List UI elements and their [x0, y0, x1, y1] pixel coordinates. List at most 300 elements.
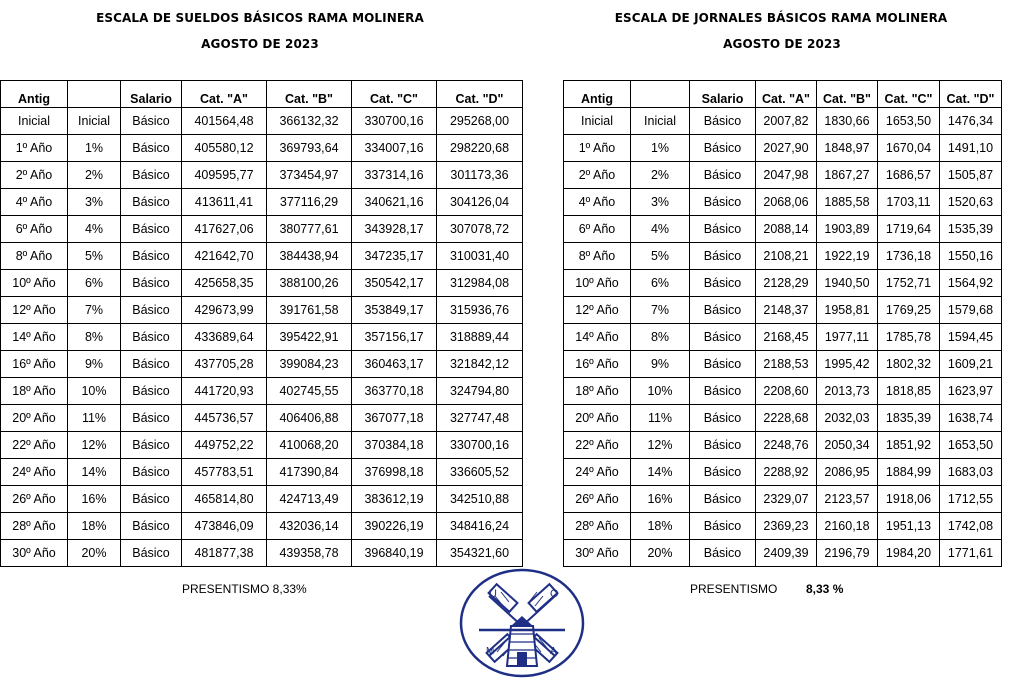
- cell-cat-b: 373454,97: [267, 162, 352, 189]
- cell-antig: 18º Año: [564, 378, 631, 405]
- cell-antig: 14º Año: [1, 324, 68, 351]
- cell-cat-a: 2168,45: [756, 324, 817, 351]
- jornales-table: [563, 80, 1002, 567]
- table-row: [564, 405, 1002, 432]
- cell-antig: 20º Año: [564, 405, 631, 432]
- cell-cat-b: 395422,91: [267, 324, 352, 351]
- cell-antig: 1º Año: [564, 135, 631, 162]
- cell-antig: 6º Año: [564, 216, 631, 243]
- cell-pct: 7%: [68, 297, 121, 324]
- cell-cat-c: 1785,78: [878, 324, 940, 351]
- cell-salario: Básico: [121, 324, 182, 351]
- cell-cat-d: 342510,88: [437, 486, 523, 513]
- table-row: [564, 513, 1002, 540]
- cell-cat-c: 1802,32: [878, 351, 940, 378]
- table-row: [1, 432, 523, 459]
- cell-pct: 6%: [631, 270, 690, 297]
- table-row: [1, 459, 523, 486]
- cell-cat-b: 2160,18: [817, 513, 878, 540]
- cell-pct: 14%: [68, 459, 121, 486]
- cell-cat-d: 1638,74: [940, 405, 1002, 432]
- cell-antig: 24º Año: [564, 459, 631, 486]
- cell-pct: 1%: [631, 135, 690, 162]
- cell-antig: 8º Año: [1, 243, 68, 270]
- cell-cat-c: 1769,25: [878, 297, 940, 324]
- right-presentismo-value: 8,33 %: [806, 582, 844, 596]
- cell-cat-b: 377116,29: [267, 189, 352, 216]
- table-header-row: [1, 81, 523, 108]
- right-subtitle: AGOSTO DE 2023: [723, 37, 841, 51]
- cell-salario: Básico: [121, 351, 182, 378]
- cell-cat-d: 1564,92: [940, 270, 1002, 297]
- cell-cat-c: 340621,16: [352, 189, 437, 216]
- cell-cat-d: 336605,52: [437, 459, 523, 486]
- cell-cat-a: 2068,06: [756, 189, 817, 216]
- cell-pct: 20%: [631, 540, 690, 567]
- cell-salario: Básico: [121, 216, 182, 243]
- cell-antig: Inicial: [1, 108, 68, 135]
- cell-pct: 18%: [631, 513, 690, 540]
- cell-pct: 12%: [631, 432, 690, 459]
- cell-cat-d: 1594,45: [940, 324, 1002, 351]
- table-row: [564, 270, 1002, 297]
- cell-pct: 3%: [631, 189, 690, 216]
- cell-cat-a: 2369,23: [756, 513, 817, 540]
- cell-salario: Básico: [121, 405, 182, 432]
- windmill-door: [517, 652, 527, 666]
- cell-cat-a: 2409,39: [756, 540, 817, 567]
- cell-cat-b: 399084,23: [267, 351, 352, 378]
- cell-cat-b: 1885,58: [817, 189, 878, 216]
- cell-salario: Básico: [690, 540, 756, 567]
- cell-cat-a: 401564,48: [182, 108, 267, 135]
- cell-antig: 4º Año: [564, 189, 631, 216]
- cell-pct: 7%: [631, 297, 690, 324]
- cell-cat-b: 1848,97: [817, 135, 878, 162]
- table-row: [564, 324, 1002, 351]
- cell-pct: 16%: [68, 486, 121, 513]
- cell-salario: Básico: [690, 108, 756, 135]
- cell-antig: 16º Año: [564, 351, 631, 378]
- cell-pct: 14%: [631, 459, 690, 486]
- cell-cat-b: 410068,20: [267, 432, 352, 459]
- cell-cat-d: 1683,03: [940, 459, 1002, 486]
- cell-cat-c: 330700,16: [352, 108, 437, 135]
- cell-cat-b: 391761,58: [267, 297, 352, 324]
- cell-cat-a: 441720,93: [182, 378, 267, 405]
- cell-cat-d: 1771,61: [940, 540, 1002, 567]
- cell-cat-c: 1736,18: [878, 243, 940, 270]
- cell-cat-c: 360463,17: [352, 351, 437, 378]
- cell-cat-b: 406406,88: [267, 405, 352, 432]
- cell-salario: Básico: [690, 405, 756, 432]
- cell-cat-a: 425658,35: [182, 270, 267, 297]
- cell-cat-c: 1703,11: [878, 189, 940, 216]
- cell-salario: Básico: [690, 216, 756, 243]
- cell-cat-b: 1830,66: [817, 108, 878, 135]
- cell-antig: 22º Año: [564, 432, 631, 459]
- table-row: [564, 378, 1002, 405]
- cell-cat-d: 307078,72: [437, 216, 523, 243]
- cell-cat-d: 312984,08: [437, 270, 523, 297]
- cell-cat-d: 315936,76: [437, 297, 523, 324]
- cell-cat-b: 2196,79: [817, 540, 878, 567]
- cell-cat-a: 2288,92: [756, 459, 817, 486]
- cell-cat-c: 363770,18: [352, 378, 437, 405]
- cell-salario: Básico: [690, 378, 756, 405]
- header-pct: [68, 81, 121, 108]
- cell-cat-c: 1984,20: [878, 540, 940, 567]
- cell-salario: Básico: [690, 351, 756, 378]
- cell-antig: 22º Año: [1, 432, 68, 459]
- cell-cat-a: 457783,51: [182, 459, 267, 486]
- table-header-row: [564, 81, 1002, 108]
- cell-salario: Básico: [121, 108, 182, 135]
- cell-antig: 14º Año: [564, 324, 631, 351]
- cell-cat-b: 417390,84: [267, 459, 352, 486]
- table-row: [1, 270, 523, 297]
- logo-letter-m: M: [486, 646, 495, 657]
- right-presentismo-label: PRESENTISMO: [690, 582, 778, 596]
- cell-cat-d: 1653,50: [940, 432, 1002, 459]
- cell-cat-c: 1653,50: [878, 108, 940, 135]
- cell-cat-b: 432036,14: [267, 513, 352, 540]
- header-antig: Antig: [564, 81, 631, 108]
- cell-antig: 2º Año: [564, 162, 631, 189]
- cell-cat-b: 1867,27: [817, 162, 878, 189]
- cell-pct: 8%: [631, 324, 690, 351]
- cell-cat-d: 295268,00: [437, 108, 523, 135]
- cell-salario: Básico: [690, 513, 756, 540]
- cell-cat-c: 347235,17: [352, 243, 437, 270]
- cell-cat-d: 1520,63: [940, 189, 1002, 216]
- cell-pct: 4%: [631, 216, 690, 243]
- cell-cat-b: 2032,03: [817, 405, 878, 432]
- cell-salario: Básico: [690, 297, 756, 324]
- cell-cat-b: 366132,32: [267, 108, 352, 135]
- cell-cat-b: 1903,89: [817, 216, 878, 243]
- cell-antig: 8º Año: [564, 243, 631, 270]
- cell-cat-c: 1884,99: [878, 459, 940, 486]
- cell-cat-b: 1977,11: [817, 324, 878, 351]
- cell-cat-d: 1742,08: [940, 513, 1002, 540]
- cell-antig: 10º Año: [1, 270, 68, 297]
- cell-antig: Inicial: [564, 108, 631, 135]
- table-row: [564, 243, 1002, 270]
- table-row: [1, 297, 523, 324]
- header-cat-c: Cat. "C": [878, 81, 940, 108]
- table-row: [1, 513, 523, 540]
- cell-cat-c: 367077,18: [352, 405, 437, 432]
- cell-pct: 6%: [68, 270, 121, 297]
- cell-cat-c: 390226,19: [352, 513, 437, 540]
- cell-cat-c: 376998,18: [352, 459, 437, 486]
- cell-cat-d: 304126,04: [437, 189, 523, 216]
- cell-salario: Básico: [121, 189, 182, 216]
- cell-pct: 1%: [68, 135, 121, 162]
- table-row: [1, 189, 523, 216]
- cell-cat-a: 445736,57: [182, 405, 267, 432]
- cell-cat-d: 298220,68: [437, 135, 523, 162]
- cell-antig: 2º Año: [1, 162, 68, 189]
- cell-cat-a: 2088,14: [756, 216, 817, 243]
- table-row: [1, 108, 523, 135]
- cell-salario: Básico: [121, 540, 182, 567]
- cell-antig: 6º Año: [1, 216, 68, 243]
- cell-cat-c: 1670,04: [878, 135, 940, 162]
- table-row: [1, 486, 523, 513]
- table-row: [564, 297, 1002, 324]
- cell-pct: 5%: [631, 243, 690, 270]
- cell-salario: Básico: [121, 486, 182, 513]
- cell-salario: Básico: [121, 135, 182, 162]
- cell-cat-c: 1752,71: [878, 270, 940, 297]
- cell-cat-a: 449752,22: [182, 432, 267, 459]
- cell-cat-b: 1958,81: [817, 297, 878, 324]
- cell-cat-c: 1851,92: [878, 432, 940, 459]
- cell-cat-d: 318889,44: [437, 324, 523, 351]
- cell-pct: 3%: [68, 189, 121, 216]
- cell-pct: Inicial: [631, 108, 690, 135]
- cell-cat-d: 1623,97: [940, 378, 1002, 405]
- cell-cat-a: 481877,38: [182, 540, 267, 567]
- header-cat-d: Cat. "D": [940, 81, 1002, 108]
- cell-cat-a: 437705,28: [182, 351, 267, 378]
- cell-pct: 2%: [631, 162, 690, 189]
- header-pct: [631, 81, 690, 108]
- cell-pct: 11%: [631, 405, 690, 432]
- logo-letter-u: U: [489, 588, 497, 600]
- cell-cat-a: 405580,12: [182, 135, 267, 162]
- cell-cat-d: 330700,16: [437, 432, 523, 459]
- table-row: [564, 189, 1002, 216]
- cell-cat-b: 2123,57: [817, 486, 878, 513]
- cell-salario: Básico: [121, 432, 182, 459]
- cell-salario: Básico: [690, 189, 756, 216]
- cell-pct: 11%: [68, 405, 121, 432]
- cell-cat-b: 439358,78: [267, 540, 352, 567]
- left-presentismo: PRESENTISMO 8,33%: [182, 582, 307, 596]
- cell-salario: Básico: [121, 378, 182, 405]
- table-row: [1, 378, 523, 405]
- cell-salario: Básico: [121, 243, 182, 270]
- cell-cat-a: 429673,99: [182, 297, 267, 324]
- cell-antig: 30º Año: [1, 540, 68, 567]
- cell-antig: 28º Año: [1, 513, 68, 540]
- table-row: [1, 216, 523, 243]
- cell-cat-a: 2329,07: [756, 486, 817, 513]
- cell-cat-b: 1995,42: [817, 351, 878, 378]
- cell-pct: Inicial: [68, 108, 121, 135]
- cell-cat-a: 2027,90: [756, 135, 817, 162]
- cell-cat-a: 2248,76: [756, 432, 817, 459]
- cell-salario: Básico: [690, 324, 756, 351]
- header-cat-d: Cat. "D": [437, 81, 523, 108]
- cell-antig: 4º Año: [1, 189, 68, 216]
- cell-salario: Básico: [690, 270, 756, 297]
- cell-cat-a: 465814,80: [182, 486, 267, 513]
- cell-pct: 16%: [631, 486, 690, 513]
- table-row: [564, 540, 1002, 567]
- table-row: [1, 324, 523, 351]
- cell-cat-c: 1835,39: [878, 405, 940, 432]
- cell-cat-a: 2047,98: [756, 162, 817, 189]
- cell-salario: Básico: [690, 486, 756, 513]
- cell-cat-a: 2128,29: [756, 270, 817, 297]
- table-row: [564, 135, 1002, 162]
- cell-cat-c: 334007,16: [352, 135, 437, 162]
- cell-cat-d: 1535,39: [940, 216, 1002, 243]
- logo-letter-a: A: [550, 646, 557, 657]
- cell-salario: Básico: [121, 513, 182, 540]
- cell-salario: Básico: [690, 162, 756, 189]
- cell-cat-c: 1951,13: [878, 513, 940, 540]
- table-row: [1, 243, 523, 270]
- cell-cat-b: 424713,49: [267, 486, 352, 513]
- cell-cat-d: 1712,55: [940, 486, 1002, 513]
- logo-letter-o: O: [550, 588, 559, 600]
- cell-pct: 10%: [631, 378, 690, 405]
- cell-pct: 20%: [68, 540, 121, 567]
- table-row: [564, 351, 1002, 378]
- cell-pct: 2%: [68, 162, 121, 189]
- header-salario: Salario: [121, 81, 182, 108]
- header-cat-b: Cat. "B": [267, 81, 352, 108]
- cell-cat-d: 324794,80: [437, 378, 523, 405]
- cell-antig: 24º Año: [1, 459, 68, 486]
- cell-pct: 18%: [68, 513, 121, 540]
- cell-cat-b: 2013,73: [817, 378, 878, 405]
- table-row: [564, 162, 1002, 189]
- table-row: [1, 135, 523, 162]
- cell-cat-c: 1818,85: [878, 378, 940, 405]
- cell-cat-c: 396840,19: [352, 540, 437, 567]
- cell-cat-d: 1550,16: [940, 243, 1002, 270]
- header-cat-c: Cat. "C": [352, 81, 437, 108]
- cell-cat-b: 1940,50: [817, 270, 878, 297]
- cell-antig: 18º Año: [1, 378, 68, 405]
- cell-cat-a: 433689,64: [182, 324, 267, 351]
- cell-cat-d: 1476,34: [940, 108, 1002, 135]
- cell-antig: 28º Año: [564, 513, 631, 540]
- table-row: [564, 486, 1002, 513]
- cell-antig: 12º Año: [1, 297, 68, 324]
- cell-cat-b: 384438,94: [267, 243, 352, 270]
- table-row: [1, 540, 523, 567]
- cell-salario: Básico: [121, 162, 182, 189]
- header-cat-b: Cat. "B": [817, 81, 878, 108]
- cell-salario: Básico: [690, 243, 756, 270]
- table-row: [564, 216, 1002, 243]
- cell-cat-b: 1922,19: [817, 243, 878, 270]
- cell-cat-b: 402745,55: [267, 378, 352, 405]
- cell-cat-c: 1918,06: [878, 486, 940, 513]
- cell-pct: 9%: [631, 351, 690, 378]
- cell-cat-c: 1686,57: [878, 162, 940, 189]
- cell-antig: 20º Año: [1, 405, 68, 432]
- cell-cat-d: 354321,60: [437, 540, 523, 567]
- cell-salario: Básico: [690, 432, 756, 459]
- cell-antig: 12º Año: [564, 297, 631, 324]
- sueldos-table: [0, 80, 523, 567]
- cell-cat-c: 1719,64: [878, 216, 940, 243]
- cell-cat-c: 383612,19: [352, 486, 437, 513]
- left-subtitle: AGOSTO DE 2023: [201, 37, 319, 51]
- cell-cat-c: 357156,17: [352, 324, 437, 351]
- cell-cat-c: 350542,17: [352, 270, 437, 297]
- cell-cat-a: 421642,70: [182, 243, 267, 270]
- cell-cat-d: 301173,36: [437, 162, 523, 189]
- cell-cat-d: 1505,87: [940, 162, 1002, 189]
- header-antig: Antig: [1, 81, 68, 108]
- header-salario: Salario: [690, 81, 756, 108]
- cell-salario: Básico: [121, 297, 182, 324]
- cell-antig: 1º Año: [1, 135, 68, 162]
- cell-antig: 10º Año: [564, 270, 631, 297]
- cell-cat-d: 1579,68: [940, 297, 1002, 324]
- cell-pct: 9%: [68, 351, 121, 378]
- cell-cat-c: 353849,17: [352, 297, 437, 324]
- cell-antig: 26º Año: [1, 486, 68, 513]
- table-row: [564, 108, 1002, 135]
- cell-pct: 4%: [68, 216, 121, 243]
- cell-pct: 5%: [68, 243, 121, 270]
- cell-salario: Básico: [690, 135, 756, 162]
- cell-cat-a: 417627,06: [182, 216, 267, 243]
- cell-cat-a: 2188,53: [756, 351, 817, 378]
- cell-cat-d: 1491,10: [940, 135, 1002, 162]
- cell-cat-d: 348416,24: [437, 513, 523, 540]
- left-title: ESCALA DE SUELDOS BÁSICOS RAMA MOLINERA: [96, 11, 424, 25]
- cell-salario: Básico: [690, 459, 756, 486]
- cell-cat-d: 1609,21: [940, 351, 1002, 378]
- cell-pct: 12%: [68, 432, 121, 459]
- cell-antig: 26º Año: [564, 486, 631, 513]
- cell-antig: 30º Año: [564, 540, 631, 567]
- cell-cat-b: 2050,34: [817, 432, 878, 459]
- table-row: [564, 459, 1002, 486]
- cell-cat-a: 2148,37: [756, 297, 817, 324]
- cell-cat-d: 310031,40: [437, 243, 523, 270]
- table-row: [1, 405, 523, 432]
- cell-cat-a: 2208,60: [756, 378, 817, 405]
- right-title: ESCALA DE JORNALES BÁSICOS RAMA MOLINERA: [614, 11, 948, 25]
- cell-cat-a: 413611,41: [182, 189, 267, 216]
- cell-cat-a: 409595,77: [182, 162, 267, 189]
- cell-cat-c: 337314,16: [352, 162, 437, 189]
- cell-salario: Básico: [121, 270, 182, 297]
- table-row: [564, 432, 1002, 459]
- uoma-windmill-logo: [459, 568, 585, 678]
- cell-cat-b: 388100,26: [267, 270, 352, 297]
- cell-cat-c: 343928,17: [352, 216, 437, 243]
- table-row: [1, 351, 523, 378]
- cell-cat-d: 327747,48: [437, 405, 523, 432]
- header-cat-a: Cat. "A": [756, 81, 817, 108]
- cell-cat-b: 2086,95: [817, 459, 878, 486]
- cell-cat-a: 2007,82: [756, 108, 817, 135]
- header-cat-a: Cat. "A": [182, 81, 267, 108]
- cell-cat-a: 2228,68: [756, 405, 817, 432]
- cell-cat-c: 370384,18: [352, 432, 437, 459]
- table-row: [1, 162, 523, 189]
- cell-pct: 8%: [68, 324, 121, 351]
- cell-cat-b: 369793,64: [267, 135, 352, 162]
- cell-cat-a: 473846,09: [182, 513, 267, 540]
- cell-cat-a: 2108,21: [756, 243, 817, 270]
- cell-salario: Básico: [121, 459, 182, 486]
- cell-cat-d: 321842,12: [437, 351, 523, 378]
